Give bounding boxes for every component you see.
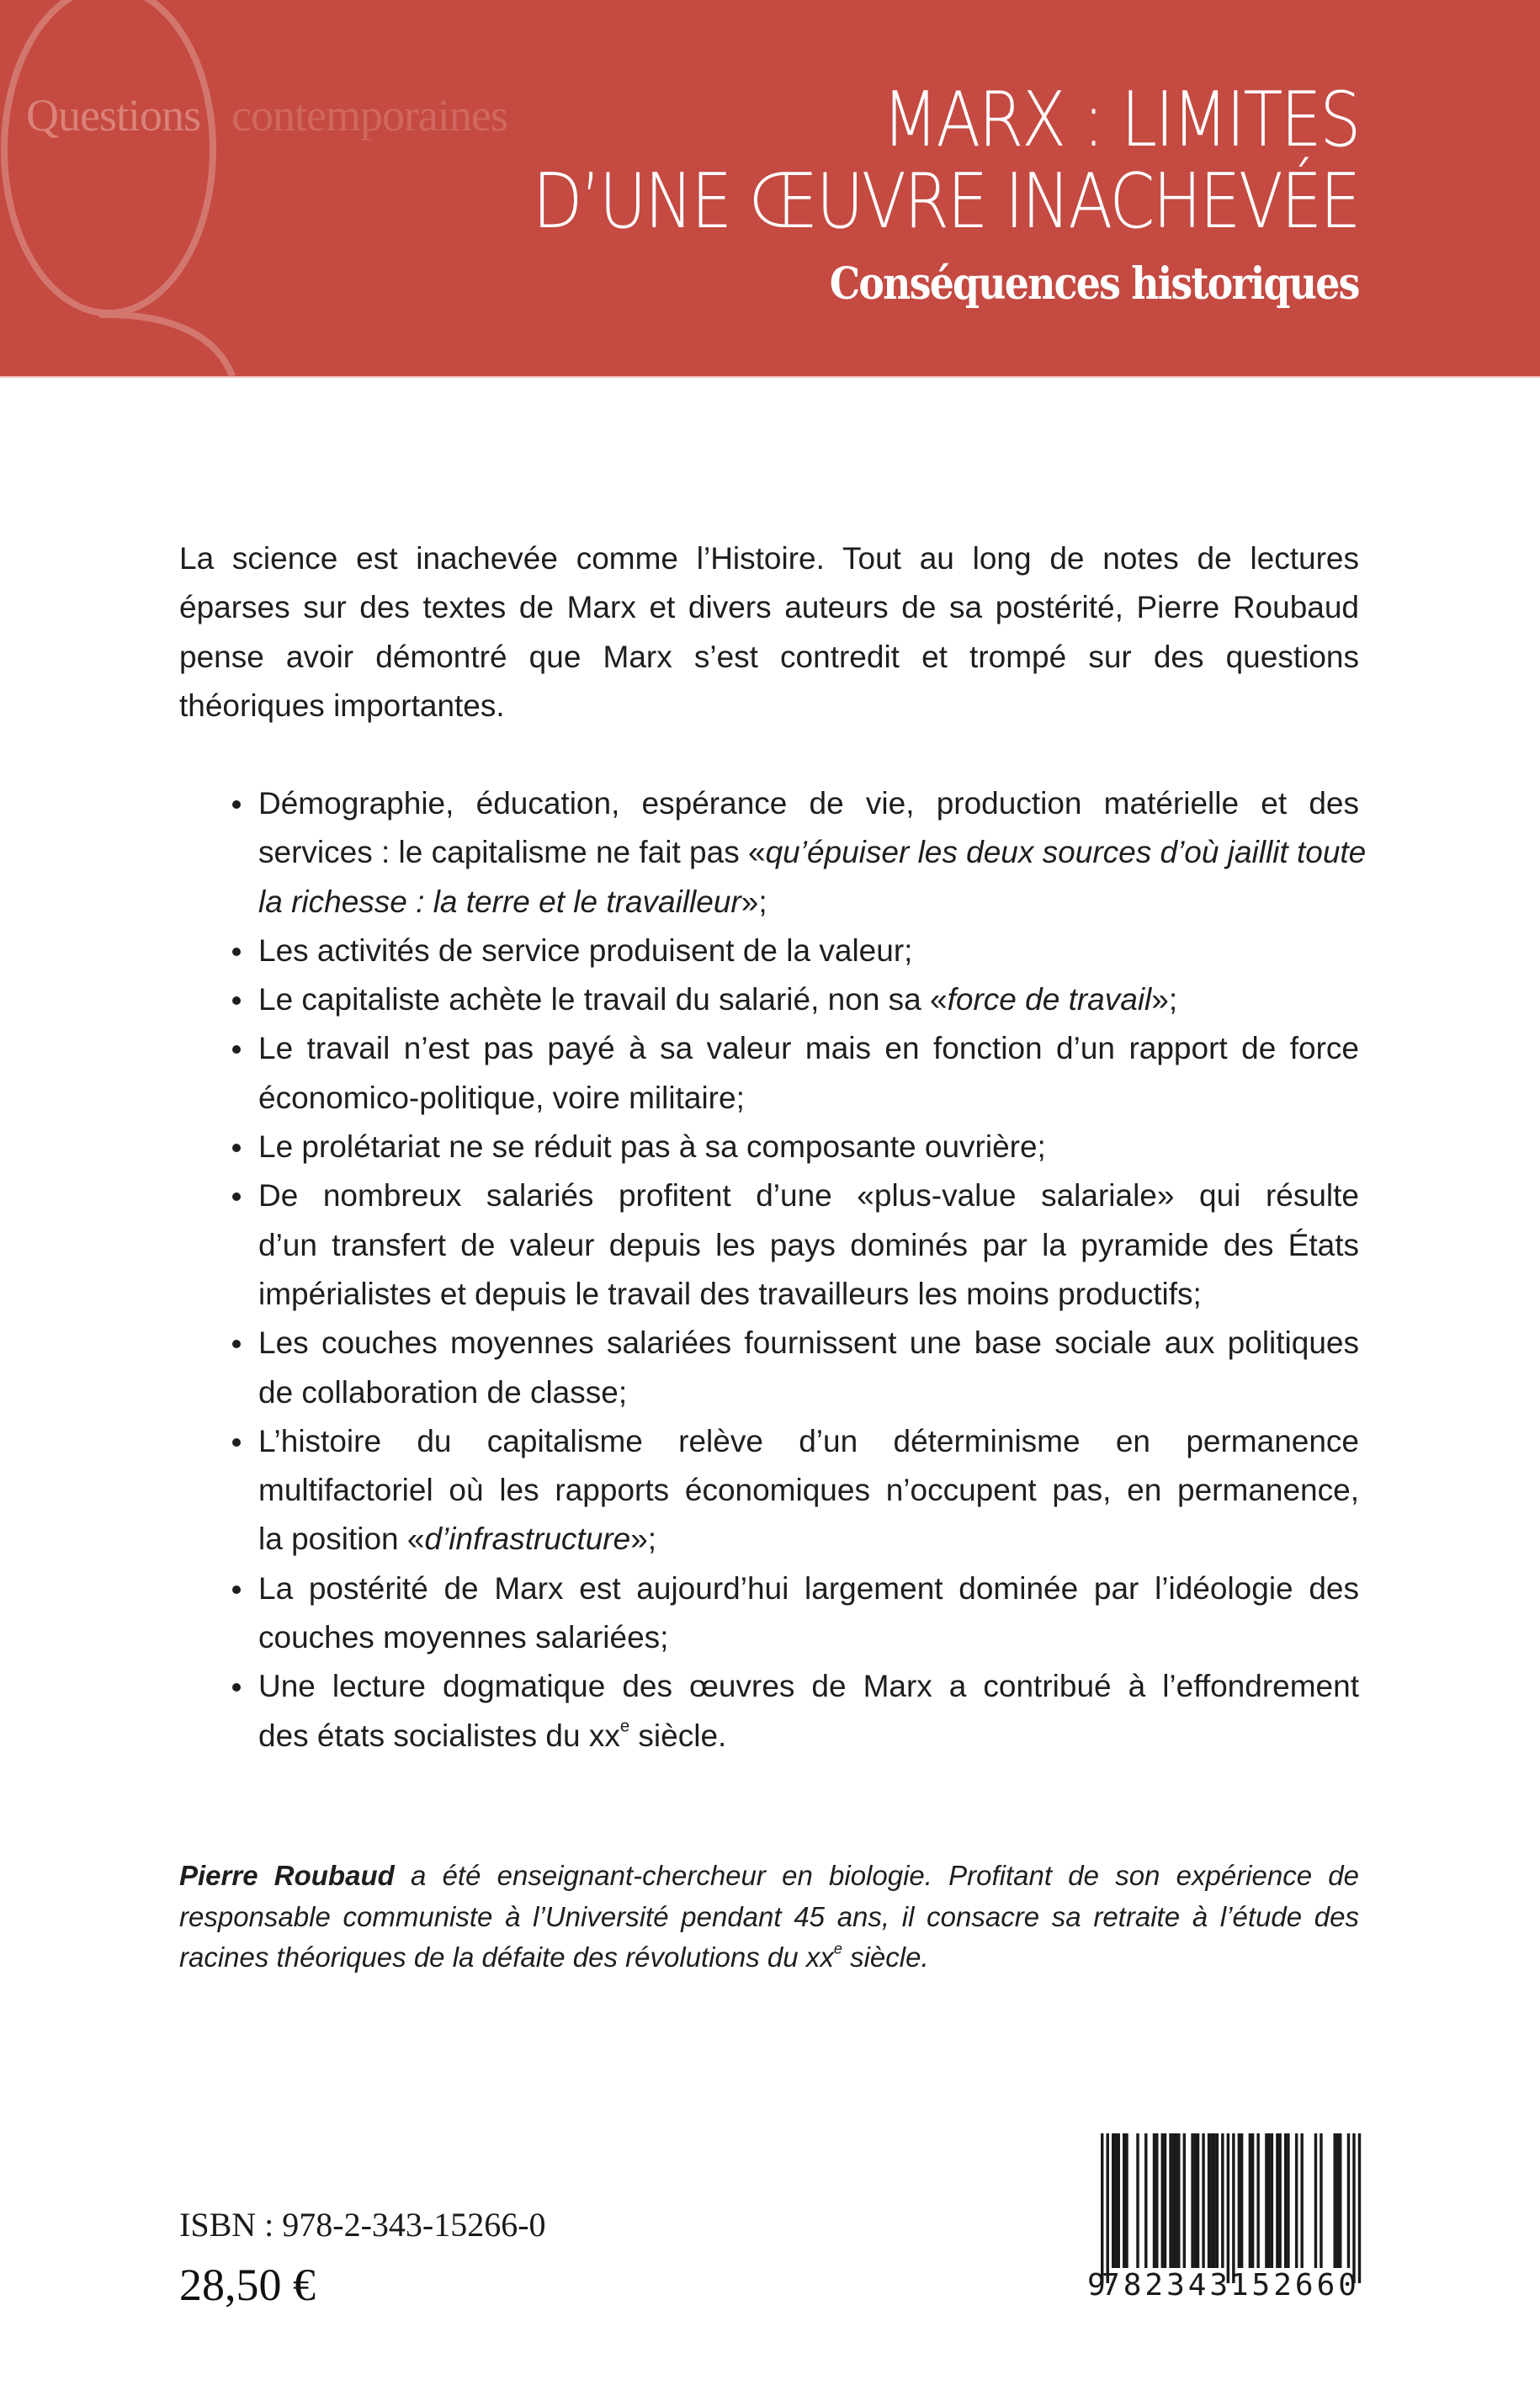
bullet-icon [232,800,241,809]
bio-line [179,1937,1359,1979]
q-letter-logo-icon [0,0,252,376]
bullet-icon [232,1586,241,1594]
series-name-questions: Questions [26,90,200,141]
bullet-line-with-quote: services : le capitalisme ne fait pas «qu’épuiser les deux sources d’où jaillit toute [258,835,1367,870]
bullet-line-with-quote: la position «d’infrastructure»; [258,1522,657,1557]
bullet-line: économico-politique, voire militaire; [258,1080,745,1115]
bullet-line-with-superscript: des états socialistes du $xx^e$ siècle. [258,1717,727,1753]
svg-text:782343: 782343 [1102,2268,1232,2302]
price-label: 28,50 € [179,2260,316,2310]
intro-line: théoriques importantes. [179,688,505,723]
bullet-icon [232,996,241,1005]
bullet-line: Une lecture dogmatique des œuvres de Marx a contribué à l’effondrement [258,1669,1359,1704]
bullet-item [232,1417,1359,1564]
bio-line: responsable communiste à l’Université pendant 45 ans, il consacre sa retraite à l’étude des [179,1900,1359,1932]
book-subtitle: Conséquences historiques [830,258,1359,310]
bullet-icon [232,1192,241,1201]
bullet-line: multifactoriel où les rapports économiques n’occupent pas, en permanence, [258,1473,1359,1508]
ean13-barcode-icon [1086,2125,1372,2302]
bullet-item [232,975,1359,1024]
book-title-line-1: MARX : LIMITES [882,76,1359,164]
svg-text:9: 9 [1087,2268,1106,2302]
bullet-line: La postérité de Marx est aujourd’hui largement dominée par l’idéologie des [258,1570,1359,1606]
bullet-icon [232,1340,241,1348]
bullet-item [232,1171,1359,1319]
bullet-line: Le prolétariat ne se réduit pas à sa composante ouvrière; [258,1129,1046,1165]
intro-line: éparses sur des textes de Marx et divers auteurs de sa postérité, Pierre Roubaud [179,590,1359,625]
bullet-line: d’un transfert de valeur depuis les pays dominés par la pyramide des États [258,1227,1359,1262]
bullet-item [232,1024,1359,1123]
series-name-contemporaines: contemporaines [231,90,507,141]
thesis-bullet-list [232,779,1367,1761]
century-numeral: xx [805,1941,834,1973]
svg-text:152660: 152660 [1229,2268,1360,2302]
bullet-line: Les activités de service produisent de la valeur; [258,932,913,968]
bullet-line: impérialistes et depuis le travail des travailleurs les moins productifs; [258,1276,1202,1311]
bullet-line: De nombreux salariés profitent d’une «plus-value salariale» qui résulte [258,1178,1359,1214]
bullet-line: L’histoire du capitalisme relève d’un déterminisme en permanence [258,1423,1359,1458]
bullet-line-with-quote: Le capitaliste achète le travail du salarié, non sa «force de travail»; [258,982,1178,1017]
bullet-line-with-quote: la richesse : la terre et le travailleur»; [258,884,767,919]
bio-text: siècle. [842,1941,929,1973]
bullet-line: Démographie, éducation, espérance de vie, production matérielle et des [258,786,1359,821]
bullet-item [232,927,1359,975]
bullet-icon [232,1438,241,1447]
bullet-line: Les couches moyennes salariées fournissent une base sociale aux politiques [258,1325,1359,1361]
isbn-label: ISBN : 978-2-343-15266-0 [179,2206,546,2244]
bullet-item [232,1662,1359,1761]
bullet-icon [232,948,241,956]
bullet-item [232,1319,1359,1417]
bullet-icon [232,1683,241,1692]
bio-text: a été enseignant-chercheur en biologie. Profitant de son expérience de [411,1860,1359,1891]
bullet-line: couches moyennes salariées; [258,1620,669,1655]
author-name: Pierre Roubaud [179,1860,395,1891]
bullet-item [232,1564,1359,1663]
bullet-item [232,1123,1359,1171]
author-bio [179,1856,1359,1979]
header-divider [0,376,1540,378]
book-title-line-2: D’UNE ŒUVRE INACHEVÉE [533,157,1359,246]
cover-header-band [0,0,1540,376]
bullet-line: Le travail n’est pas payé à sa valeur mais en fonction d’un rapport de force [258,1031,1359,1066]
bullet-line: de collaboration de classe; [258,1374,628,1410]
century-superscript: e [833,1940,842,1957]
intro-line: pense avoir démontré que Marx s’est contredit et trompé sur des questions [179,639,1359,674]
intro-line: La science est inachevée comme l’Histoire. Tout au long de notes de lectures [179,541,1359,576]
bullet-item [232,779,1367,927]
intro-paragraph [179,534,1359,730]
bio-text: racines théoriques de la défaite des révolutions du [179,1941,806,1973]
bio-line [179,1856,1359,1897]
bullet-icon [232,1144,241,1152]
bullet-icon [232,1045,241,1054]
